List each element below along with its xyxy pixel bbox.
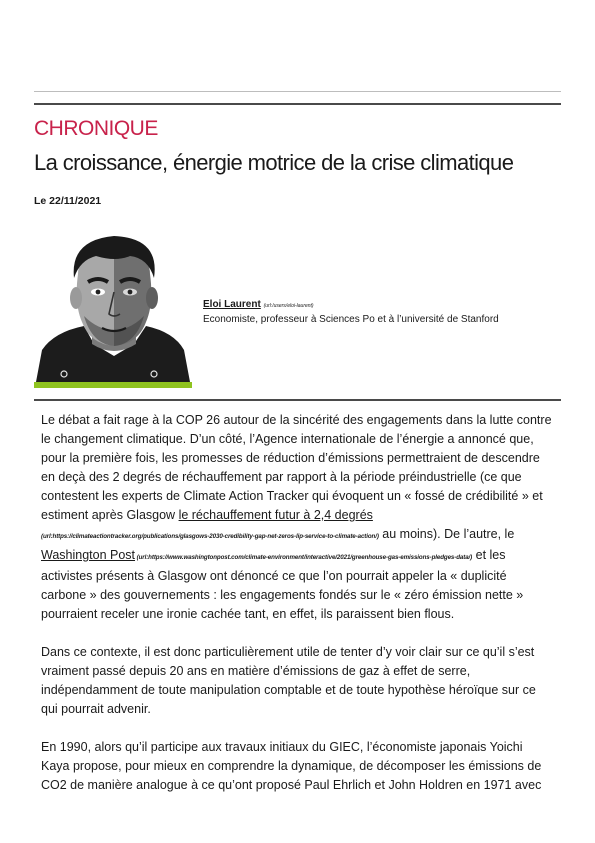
author-name-link[interactable]: Eloi Laurent <box>203 299 261 310</box>
link-warming-2-4[interactable]: le réchauffement futur à 2,4 degrés <box>178 508 373 522</box>
url-washington-post: (url:https://www.washingtonpost.com/climate-environment/interactive/2021/greenhouse-gas-emissions-pledges-data/) <box>135 554 473 561</box>
header-rule-thick <box>34 103 561 105</box>
publish-date: Le 22/11/2021 <box>34 195 102 207</box>
article-body <box>41 411 553 814</box>
section-kicker[interactable]: CHRONIQUE <box>34 117 158 140</box>
section-divider <box>34 399 561 401</box>
paragraph-2: Dans ce contexte, il est donc particulièrement utile de tenter d’y voir clair sur ce qu’il s’est vraiment passé depuis 20 ans en matière d’émissions de gaz à effet de serre, indépendamment de toute manipulation comptable et de toute hypothèse héroïque sur ce qui pourrait advenir. <box>41 645 536 716</box>
header-rule-thin <box>34 91 561 92</box>
author-url: (url:/users/eloi-laurent) <box>263 303 314 309</box>
link-washington-post[interactable]: Washington Post <box>41 548 136 562</box>
article-title: La croissance, énergie motrice de la crise climatique <box>34 150 514 175</box>
paragraph-3: En 1990, alors qu’il participe aux travaux initiaux du GIEC, l’économiste japonais Yoichi Kaya propose, pour mieux en comprendre la dynamique, de décomposer les émissions de CO2 de manière analogue à ce qu’ont proposé Paul Ehrlich et John Holdren en 1971 avec <box>41 740 542 792</box>
author-portrait <box>34 232 192 388</box>
paragraph-1: Le débat a fait rage à la COP 26 autour de la sincérité des engagements dans la lutte contre le changement climatique. D’un côté, l’Agence internationale de l’énergie a annoncé que, pour la première fois, les promesses de réduction d’émissions permettraient de descendre en deçà des 2 degrés de réchauffement par rapport à la période préindustrielle (ce que contestent les experts de Climate Action Tracker qui évoquent un « fossé de crédibilité » et estiment après Glasgow le réchauffement futur à 2,4 degrés (url:https://climateactiontracker.org/publications/glasgows-2030-credibility-gap-net-zeros-lip-service-to-climate-action/) au moins). De l’autre, le Washington Post (url:https://www.washingtonpost.com/climate-environment/interactive/2021/greenhouse-gas-emissions-pledges-data/) et les activistes présents à Glasgow ont dénoncé ce que l’on pourrait appeler la « duplicité carbone » des gouvernements : les engagements fondés sur le « zéro émission nette » pourraient receler une ironie cachée tant, en effet, ils paraissent bien flous. <box>41 413 552 621</box>
author-block <box>203 298 499 326</box>
author-role: Economiste, professeur à Sciences Po et à l’université de Stanford <box>203 314 499 325</box>
url-climate-action-tracker: (url:https://climateactiontracker.org/publications/glasgows-2030-credibility-gap-net-zeros-lip-service-to-climate-action/) <box>41 533 379 540</box>
